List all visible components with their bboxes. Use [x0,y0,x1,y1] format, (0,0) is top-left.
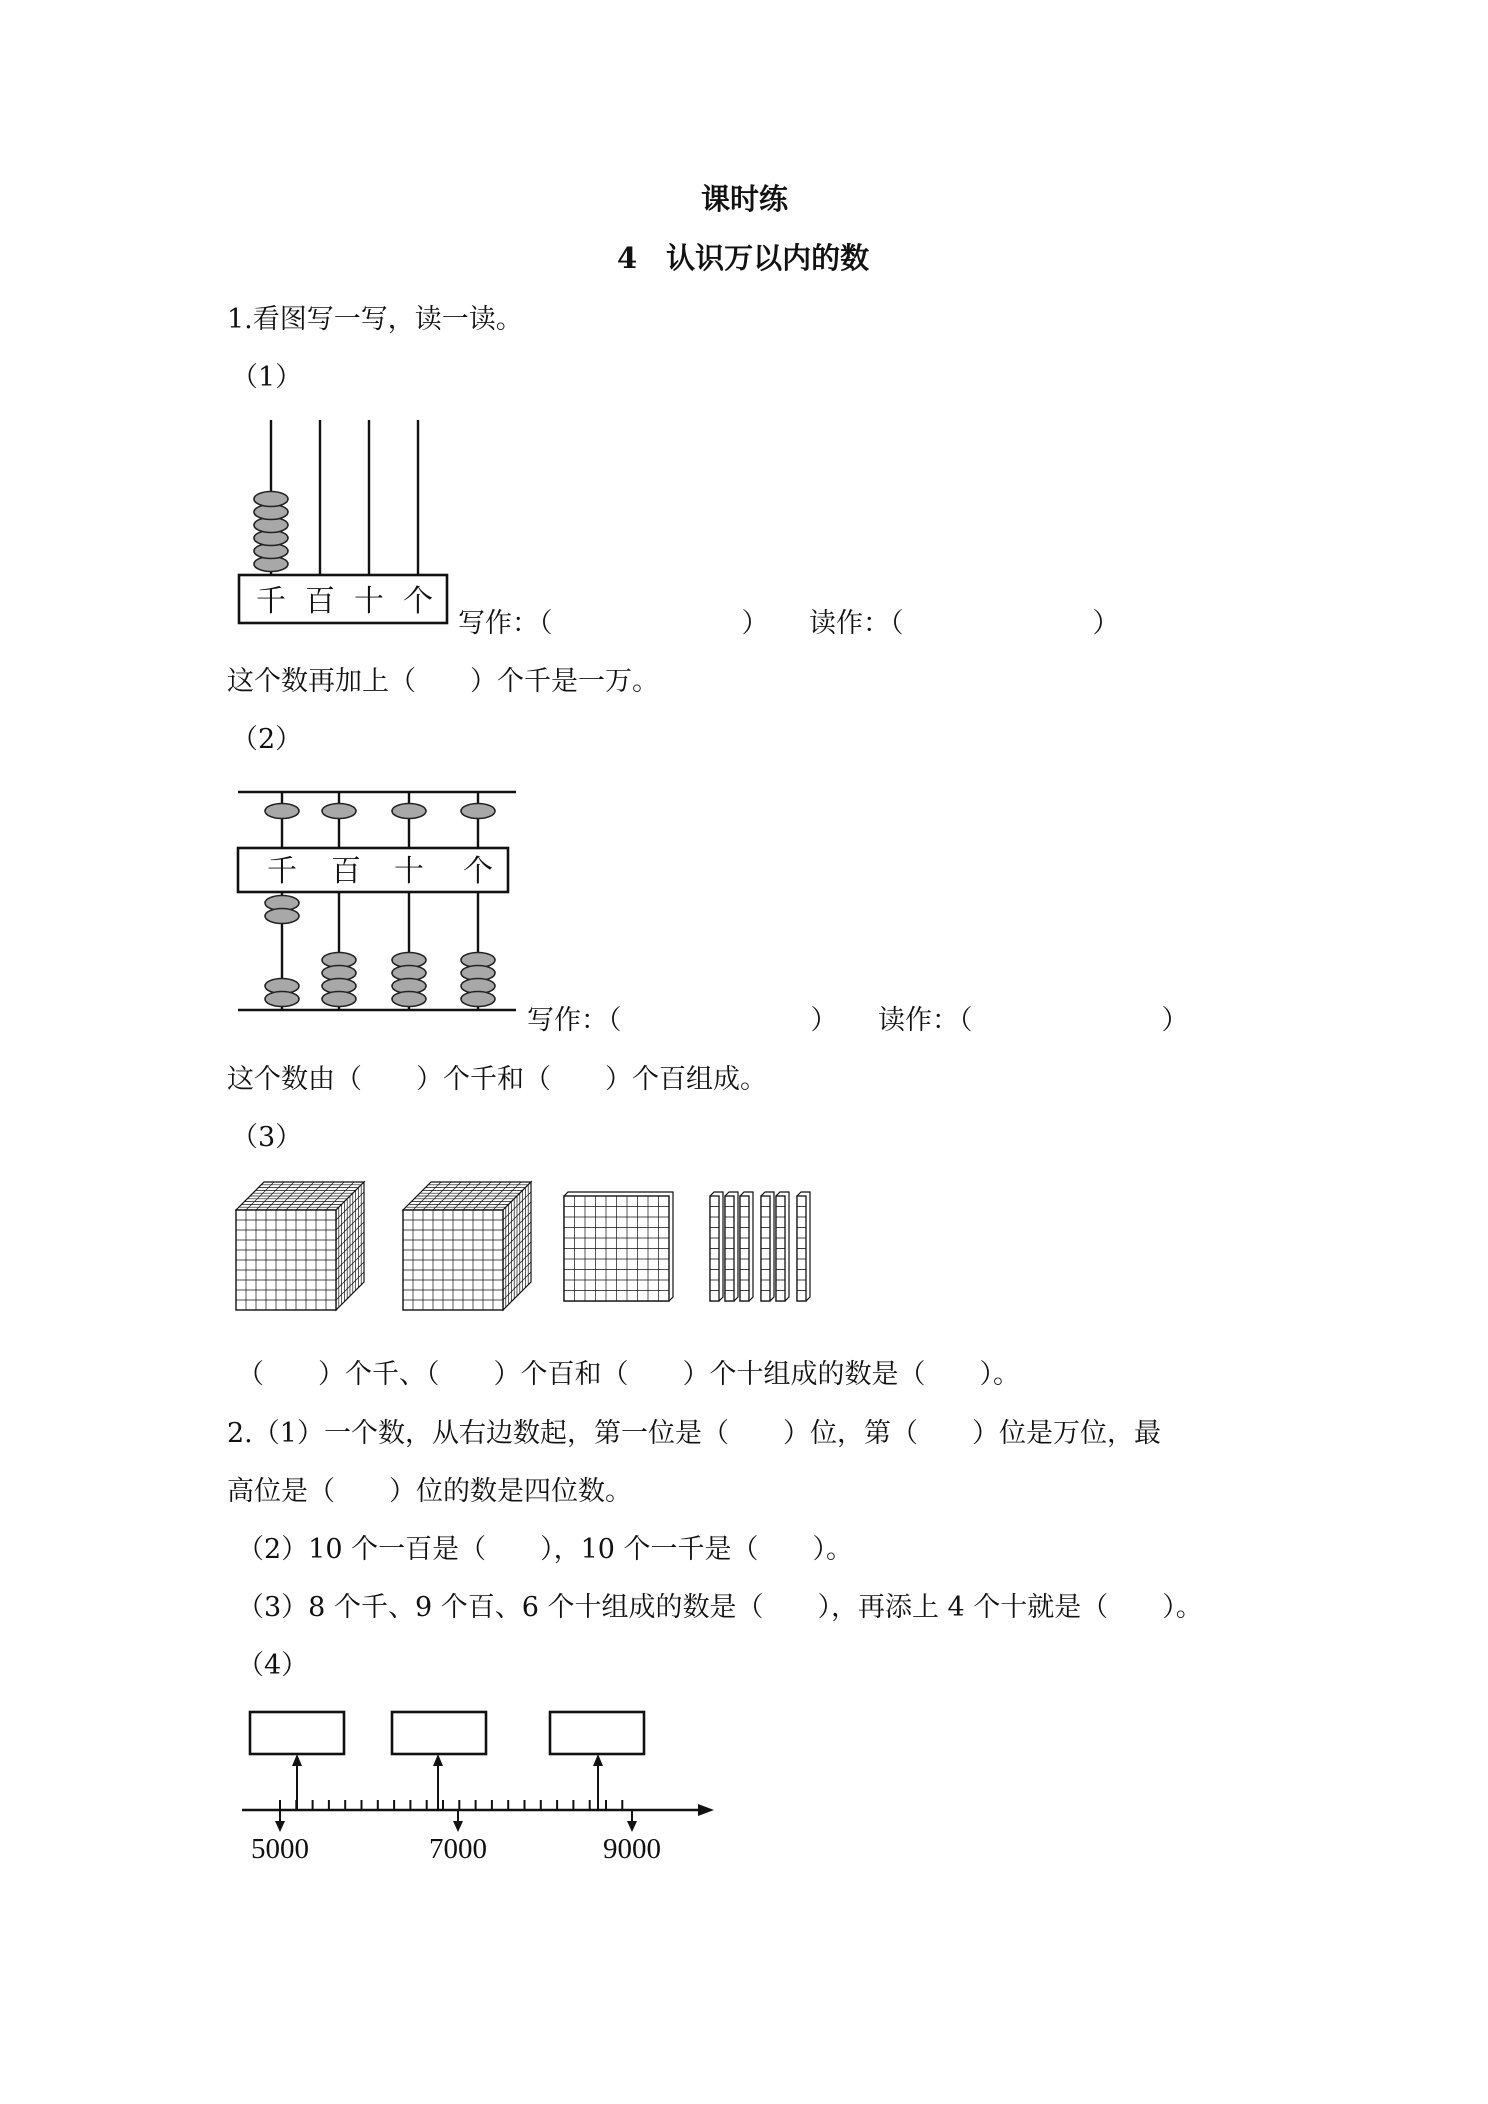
ten-rod [797,1192,810,1301]
answer-box-1[interactable] [250,1712,344,1754]
abacus-1-bead [254,492,288,507]
number-line [240,1700,720,1870]
abacus-2-lower-bead [322,992,356,1007]
abacus-2-lower-bead [265,909,299,924]
ten-rod [776,1192,789,1301]
ten-rod [740,1192,753,1301]
down-arrow-head [453,1821,463,1832]
up-arrow-head [292,1754,302,1766]
thousand-cube [403,1182,531,1310]
q1-part1-answer-line[interactable]: 写作：（ ） 读作：（ ） [458,608,1120,639]
down-arrow-head [275,1821,285,1832]
answer-box-3[interactable] [550,1712,644,1754]
abacus-2-lower-bead [461,992,495,1007]
ten-rod [761,1192,774,1301]
q1-part3-label: （3） [231,1122,303,1153]
abacus-2-lower-bead [392,992,426,1007]
q1-part1-label: （1） [231,362,303,393]
abacus-2-lower-bead [265,992,299,1007]
q1-part2-label: （2） [231,724,303,755]
base-ten-blocks [234,1180,874,1320]
q2-part1-line2[interactable]: 高位是（ ）位的数是四位数。 [227,1476,632,1507]
q1-part3-answer-line[interactable]: （ ）个千、（ ）个百和（ ）个十组成的数是（ ）。 [237,1359,1020,1390]
abacus-2-label-tens: 十 [394,854,424,889]
q1-part1-follow-up[interactable]: 这个数再加上（ ）个千是一万。 [227,666,659,697]
page-title: 课时练 [701,182,789,216]
number-label-9000: 9000 [603,1833,661,1865]
hundred-flat [564,1192,673,1301]
abacus-2-upper-bead [461,804,495,819]
q2-part2[interactable]: （2）10 个一百是（ ），10 个一千是（ ）。 [237,1534,854,1565]
abacus-1-label-ones: 个 [403,584,433,619]
abacus-2 [234,780,524,1020]
q2-part1-line1[interactable]: 2.（1）一个数，从右边数起，第一位是（ ）位，第（ ）位是万位，最 [227,1418,1161,1449]
abacus-2-upper-bead [392,804,426,819]
up-arrow-head [593,1754,603,1766]
down-arrow-head [627,1821,637,1832]
q1-prompt: 1.看图写一写，读一读。 [227,304,523,335]
abacus-2-label-ones: 个 [463,854,493,889]
abacus-2-label-thousands: 千 [267,854,297,889]
q2-part4-label: （4） [237,1650,309,1681]
up-arrow-head [433,1754,443,1766]
q1-part2-follow-up[interactable]: 这个数由（ ）个千和（ ）个百组成。 [227,1064,767,1095]
answer-box-2[interactable] [392,1712,486,1754]
ten-rod [710,1192,723,1301]
abacus-2-upper-bead [265,804,299,819]
abacus-1-label-hundreds: 百 [305,584,335,619]
lesson-title: 4 认识万以内的数 [617,241,870,275]
abacus-1 [234,415,454,635]
number-label-7000: 7000 [429,1833,487,1865]
abacus-2-label-hundreds: 百 [331,854,361,889]
q1-part2-answer-line[interactable]: 写作：（ ） 读作：（ ） [527,1005,1189,1036]
thousand-cube [236,1182,364,1310]
number-line-arrowhead [698,1804,714,1816]
abacus-1-label-thousands: 千 [256,584,286,619]
number-label-5000: 5000 [251,1833,309,1865]
abacus-1-label-tens: 十 [354,584,384,619]
q2-part3[interactable]: （3）8 个千、9 个百、6 个十组成的数是（ ），再添上 4 个十就是（ ）。 [237,1592,1203,1623]
ten-rod [725,1192,738,1301]
abacus-2-upper-bead [322,804,356,819]
